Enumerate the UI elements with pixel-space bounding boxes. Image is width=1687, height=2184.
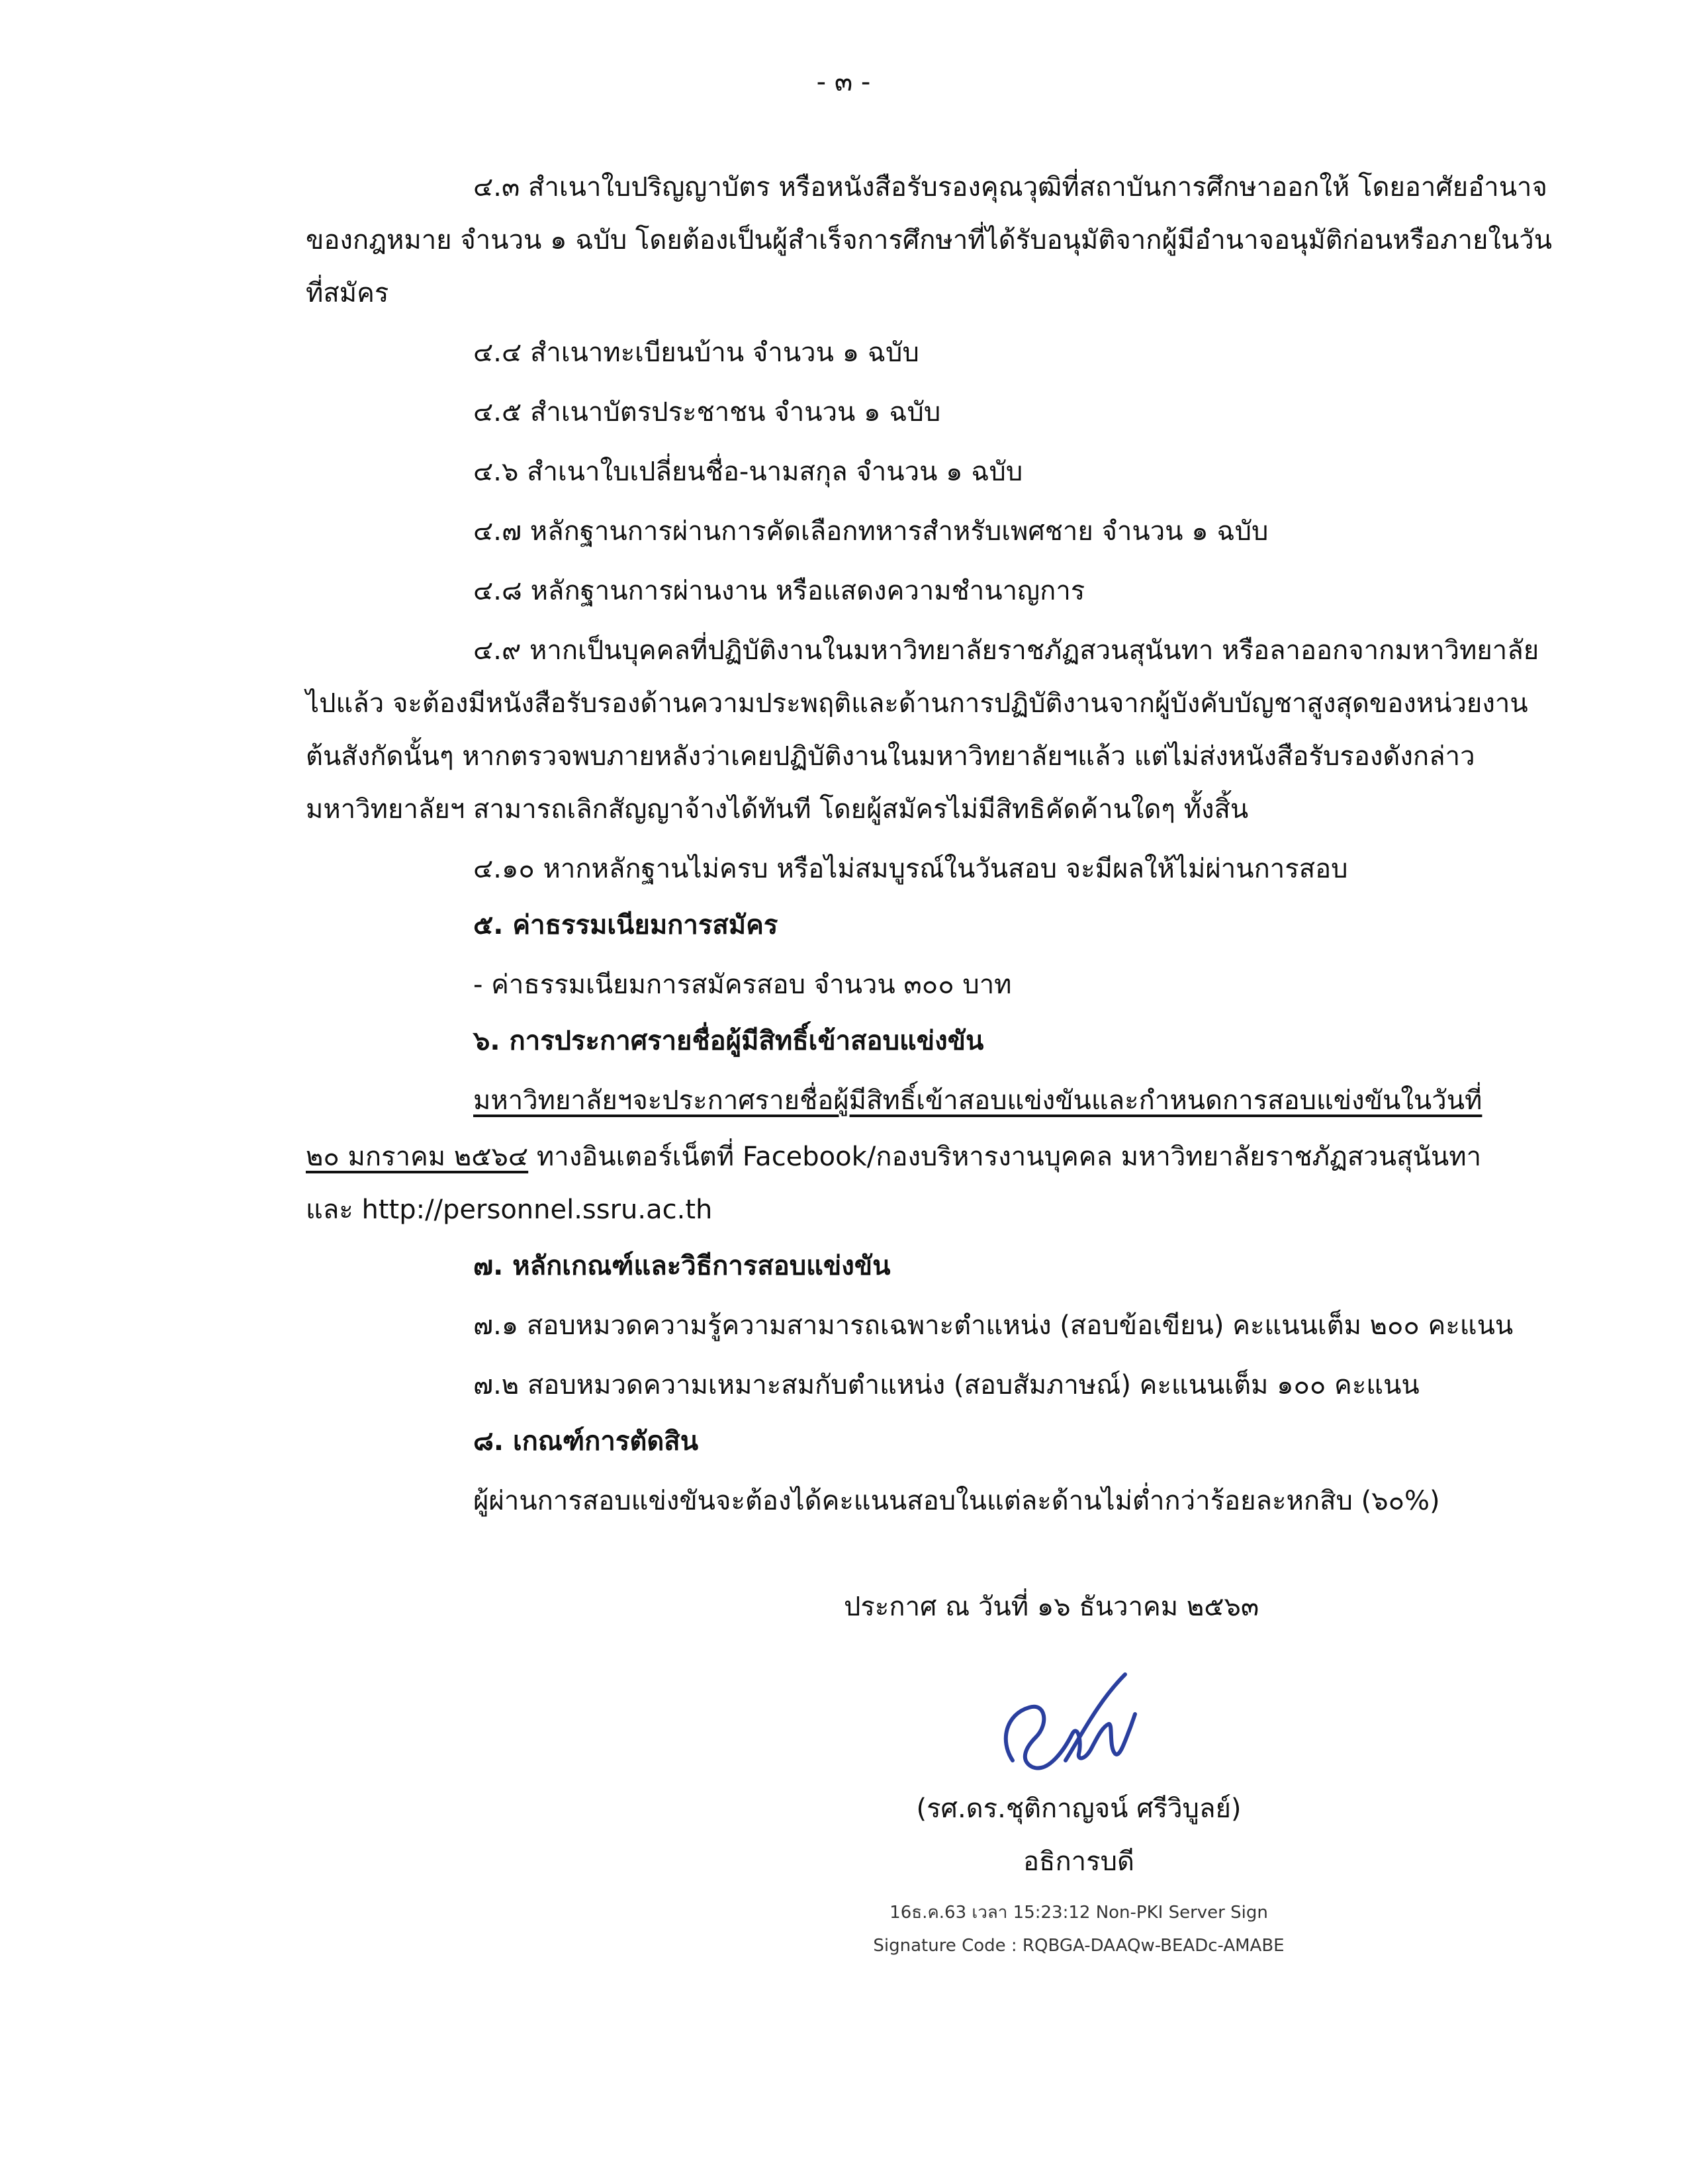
item-4-10: ๔.๑๐ หากหลักฐานไม่ครบ หรือไม่สมบูรณ์ในวันสอบ จะมีผลให้ไม่ผ่านการสอบ [473, 854, 1348, 884]
section-7-heading: ๗. หลักเกณฑ์และวิธีการสอบแข่งขัน [473, 1251, 891, 1281]
section-5-heading: ๕. ค่าธรรมเนียมการสมัคร [473, 910, 778, 940]
item-4-8: ๔.๘ หลักฐานการผ่านงาน หรือแสดงความชำนาญการ [473, 576, 1085, 606]
signature-timestamp: 16ธ.ค.63 เวลา 15:23:12 Non-PKI Server Sign [889, 1903, 1268, 1923]
item-4-7: ๔.๗ หลักฐานการผ่านการคัดเลือกทหารสำหรับเพศชาย จำนวน ๑ ฉบับ [473, 516, 1269, 547]
signer-title: อธิการบดี [1023, 1846, 1134, 1877]
section-8-criteria: ผู้ผ่านการสอบแข่งขันจะต้องได้คะแนนสอบในแต่ละด้านไม่ต่ำกว่าร้อยละหกสิบ (๖๐%) [473, 1486, 1440, 1516]
section-6-line-2 [306, 1138, 1481, 1175]
section-5-fee: - ค่าธรรมเนียมการสมัครสอบ จำนวน ๓๐๐ บาท [473, 970, 1012, 1000]
item-4-3-line-2: ของกฎหมาย จำนวน ๑ ฉบับ โดยต้องเป็นผู้สำเร็จการศึกษาที่ได้รับอนุมัติจากผู้มีอำนาจอนุมัติก่อนหรือภายในวัน [306, 225, 1553, 255]
item-4-3-line-1: ๔.๓ สำเนาใบปริญญาบัตร หรือหนังสือรับรองคุณวุฒิที่สถาบันการศึกษาออกให้ โดยอาศัยอำนาจ [473, 172, 1547, 203]
announcement-date-line: ประกาศ ณ วันที่ ๑๖ ธันวาคม ๒๕๖๓ [844, 1592, 1259, 1622]
item-4-4: ๔.๔ สำเนาทะเบียนบ้าน จำนวน ๑ ฉบับ [473, 338, 919, 368]
item-4-9-line-2: ไปแล้ว จะต้องมีหนังสือรับรองด้านความประพฤติและด้านการปฏิบัติงานจากผู้บังคับบัญชาสูงสุดของหน่วยงาน [306, 688, 1528, 719]
announcement-date: ๒๐ มกราคม ๒๕๖๔ [306, 1142, 529, 1172]
page-number: - ๓ - [816, 67, 871, 97]
item-4-9-line-3: ต้นสังกัดนั้นๆ หากตรวจพบภายหลังว่าเคยปฏิบัติงานในมหาวิทยาลัยฯแล้ว แต่ไม่ส่งหนังสือรับรองดังกล่าว [306, 741, 1475, 772]
item-4-5: ๔.๕ สำเนาบัตรประชาชน จำนวน ๑ ฉบับ [473, 397, 941, 428]
item-4-9-line-4: มหาวิทยาลัยฯ สามารถเลิกสัญญาจ้างได้ทันที โดยผู้สมัครไม่มีสิทธิคัดค้านใดๆ ทั้งสิ้น [306, 794, 1249, 825]
section-8-heading: ๘. เกณฑ์การตัดสิน [473, 1426, 699, 1457]
item-4-3-line-3: ที่สมัคร [306, 278, 389, 308]
section-6-line-1: มหาวิทยาลัยฯจะประกาศรายชื่อผู้มีสิทธิ์เข้าสอบแข่งขันและกำหนดการสอบแข่งขันในวันที่ [473, 1085, 1482, 1116]
signature-code: Signature Code : RQBGA-DAAQw-BEADc-AMABE [873, 1936, 1285, 1956]
section-6-line-3: และ http://personnel.ssru.ac.th [306, 1195, 713, 1225]
announcement-channel: ทางอินเตอร์เน็ตที่ Facebook/กองบริหารงานบุคคล มหาวิทยาลัยราชภัฏสวนสุนันทา [528, 1142, 1482, 1172]
signer-name: (รศ.ดร.ชุติกาญจน์ ศรีวิบูลย์) [916, 1794, 1242, 1824]
section-6-heading: ๖. การประกาศรายชื่อผู้มีสิทธิ์เข้าสอบแข่งขัน [473, 1026, 984, 1056]
item-4-9-line-1: ๔.๙ หากเป็นบุคคลที่ปฏิบัติงานในมหาวิทยาลัยราชภัฏสวนสุนันทา หรือลาออกจากมหาวิทยาลัย [473, 635, 1539, 666]
signature-image [966, 1661, 1165, 1780]
signature-scribble [966, 1661, 1165, 1780]
item-4-6: ๔.๖ สำเนาใบเปลี่ยนชื่อ-นามสกุล จำนวน ๑ ฉบับ [473, 457, 1023, 487]
section-7-item-1: ๗.๑ สอบหมวดความรู้ความสามารถเฉพาะตำแหน่ง (สอบข้อเขียน) คะแนนเต็ม ๒๐๐ คะแนน [473, 1310, 1514, 1341]
section-7-item-2: ๗.๒ สอบหมวดความเหมาะสมกับตำแหน่ง (สอบสัมภาษณ์) คะแนนเต็ม ๑๐๐ คะแนน [473, 1370, 1420, 1400]
